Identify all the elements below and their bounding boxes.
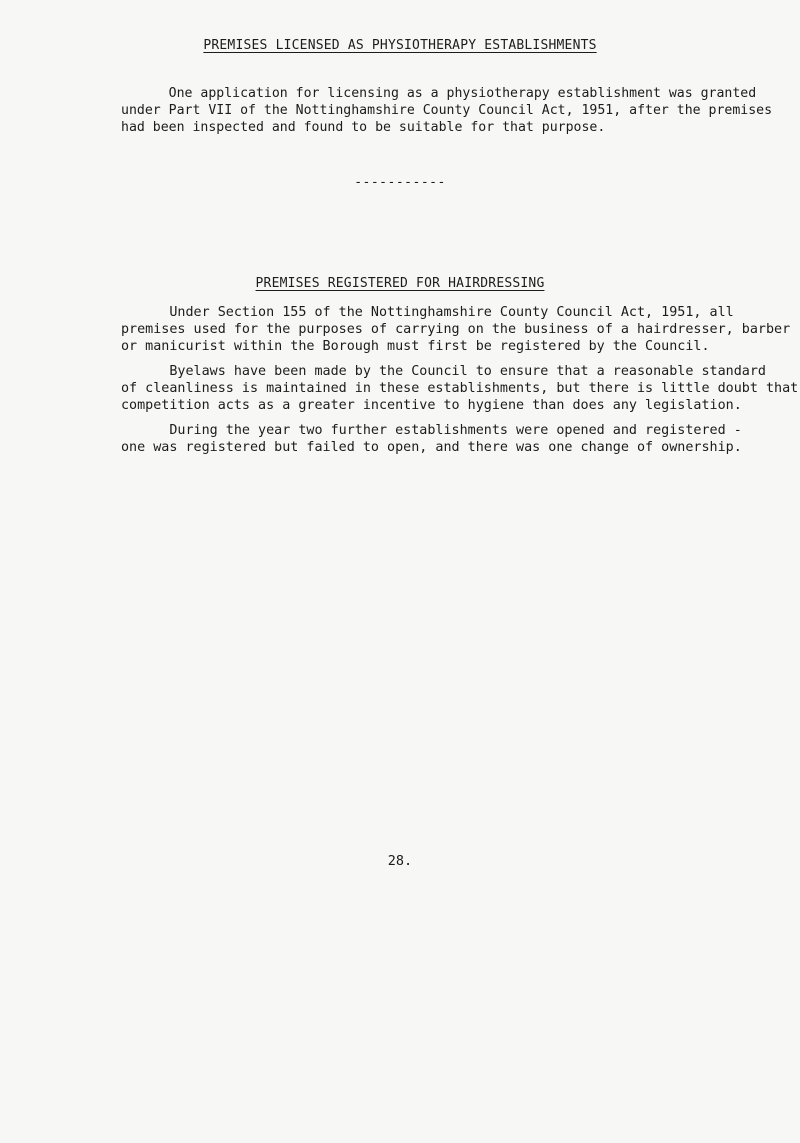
paragraph-line: premises used for the purposes of carrying on the business of a hairdresser, barber xyxy=(121,322,791,337)
page-number: 28. xyxy=(387,853,413,869)
section-divider: ----------- xyxy=(354,175,446,190)
paragraph-line: competition acts as a greater incentive to hygiene than does any legislation. xyxy=(121,398,742,413)
paragraph-line: Byelaws have been made by the Council to ensure that a reasonable standard xyxy=(121,364,766,379)
paragraph-line: under Part VII of the Nottinghamshire County Council Act, 1951, after the premises xyxy=(121,103,773,118)
paragraph-line: During the year two further establishments were opened and registered - xyxy=(121,423,742,438)
paragraph-line: or manicurist within the Borough must first be registered by the Council. xyxy=(121,339,710,354)
paragraph-line: one was registered but failed to open, and there was one change of ownership. xyxy=(121,440,742,455)
hairdressing-section-heading: PREMISES REGISTERED FOR HAIRDRESSING xyxy=(255,276,545,291)
physiotherapy-paragraph xyxy=(121,85,773,136)
hairdressing-paragraph-2 xyxy=(121,363,799,414)
paragraph-line: had been inspected and found to be suitable for that purpose. xyxy=(121,120,606,135)
paragraph-line: Under Section 155 of the Nottinghamshire County Council Act, 1951, all xyxy=(121,305,734,320)
physiotherapy-section-heading: PREMISES LICENSED AS PHYSIOTHERAPY ESTABLISHMENTS xyxy=(203,38,597,53)
paragraph-line: One application for licensing as a physiotherapy establishment was granted xyxy=(121,86,757,101)
hairdressing-paragraph-1 xyxy=(121,304,791,355)
paragraph-line: of cleanliness is maintained in these establishments, but there is little doubt that xyxy=(121,381,799,396)
hairdressing-paragraph-3 xyxy=(121,422,761,456)
